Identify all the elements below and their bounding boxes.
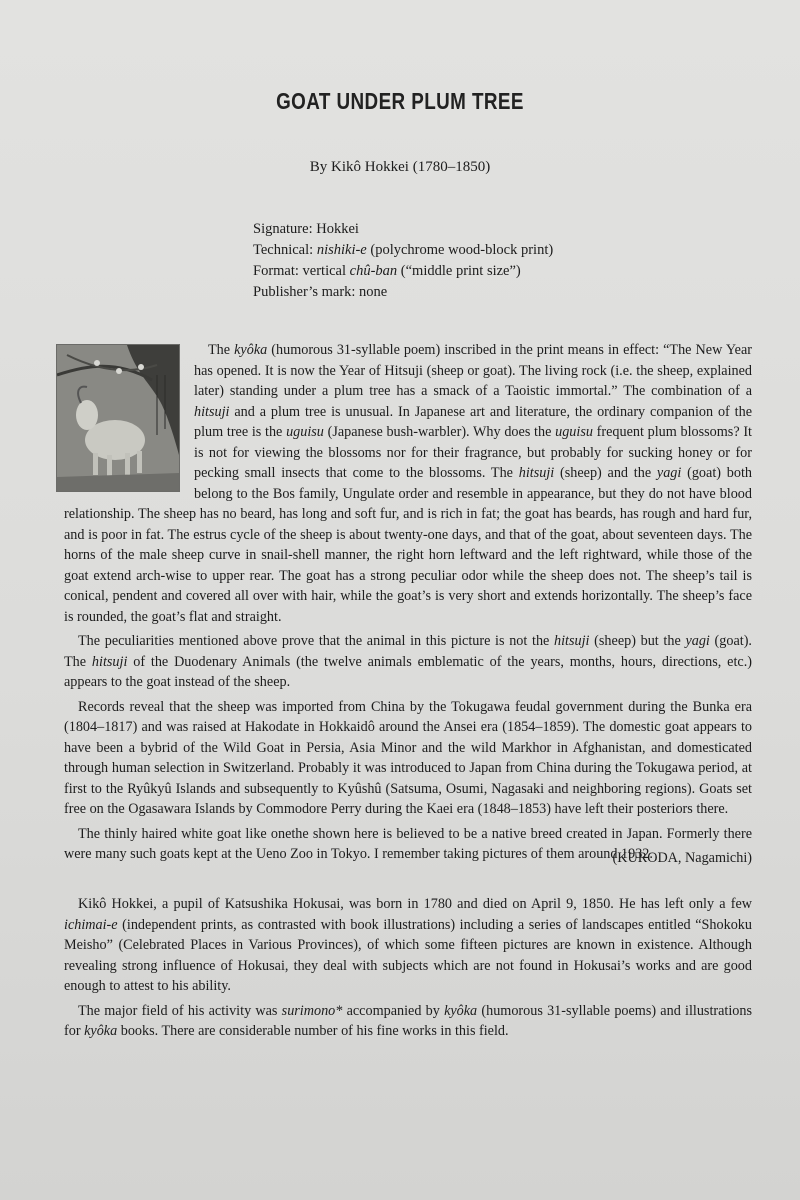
article-body (64, 340, 752, 1046)
byline: By Kikô Hokkei (1780–1850) (309, 159, 491, 175)
paragraph-2: The peculiarities mentioned above prove that the animal in this picture is not the hitsuji (sheep) but the yagi (goat). The hitsuji of the Duodenary Animals (the twelve animals emblematic of the years, months, hours, directions, etc.) appears to the goat instead of the sheep. (64, 633, 752, 690)
print-specifications (253, 219, 553, 303)
author-signature: (KURODA, Nagamichi) (612, 849, 752, 866)
spec-technical: Technical: nishiki-e (polychrome wood-block print) (253, 242, 554, 258)
paragraph-3: Records reveal that the sheep was imported from China by the Tokugawa feudal government during the Bunka era (1804–1817) and was raised at Hakodate in Hokkaidô around the Ansei era (1854–1859). The domestic goat appears to have been a bybrid of the Wild Goat in Persia, Asia Minor and the wild Markhor in Afghanistan, and domesticated through human selection in Switzerland. Probably it was introduced to Japan from China during the Tokugawa period, at first to the Ryûkyû Islands and subsequently to Kyûshû (Satsuma, Osumi, Nagasaki and neighboring regions). Goats set free on the Ogasawara Islands by Commodore Perry during the Kaei era (1848–1853) have left their posteriors there. (64, 698, 752, 817)
spec-format: Format: vertical chû-ban (“middle print size”) (253, 263, 521, 279)
paragraph-4: The thinly haired white goat like onethe shown here is believed to be a native breed created in Japan. Formerly there were many such goats kept at the Ueno Zoo in Tokyo. I remember taking pictures of them around 1932. (64, 825, 752, 862)
spec-signature: Signature: Hokkei (253, 221, 359, 237)
document-title: GOAT UNDER PLUM TREE (276, 88, 524, 114)
goat-print-image (57, 345, 179, 491)
goat-print-thumbnail (56, 344, 180, 492)
spec-publisher: Publisher’s mark: none (253, 284, 388, 300)
paragraph-1: The kyôka (humorous 31-syllable poem) inscribed in the print means in effect: “The New Year has opened. It is now the Year of Hitsuji (sheep or goat). The living rock (i.e. the sheep, explained later) standing under a plum tree has a smack of a Taoistic immortal.” The combination of a hitsuji and a plum tree is unusual. In Japanese art and literature, the ordinary companion of the plum tree is the uguisu (Japanese bush-warbler). Why does the uguisu frequent plum blossoms? It is not for viewing the blossoms nor for their fragrance, but probably for sucking honey or for pecking small insects that come to the blossoms. The hitsuji (sheep) and the yagi (goat) both belong to the Bos family, Ungulate order and resemble in appearance, but they do not have blood relationship. The sheep has no beard, has long and soft fur, and is rich in fat; the goat has beards, has rough and hard fur, and is poor in fat. The estrus cycle of the sheep is about twenty-one days, and that of the goat, about seventeen days. The horns of the male sheep curve in snail-shell manner, the right horn leftward and the left rightward, while those of the goat extend arch-wise to upper rear. The goat has a strong peculiar odor while the sheep does not. The sheep’s tail is conical, pendent and covered all over with hair, while the goat’s is very short and extends horizontally. The sheep’s face is rounded, the goat’s flat and straight. (64, 342, 752, 625)
paragraph-5: Kikô Hokkei, a pupil of Katsushika Hokusai, was born in 1780 and died on April 9, 1850. He has left only a few ichimai-e (independent prints, as contrasted with book illustrations) including a series of landscapes entitled “Shokoku Meisho” (Celebrated Places in Various Provinces), of which some fifteen pictures are known in existence. Although revealing strong influence of Hokusai, they deal with subjects which are not found in Hokusai’s works and are good enough to attest to his ability. (64, 896, 752, 994)
paragraph-6: The major field of his activity was surimono* accompanied by kyôka (humorous 31-syllable poems) and illustrations for kyôka books. There are considerable number of his fine works in this field. (64, 1002, 753, 1039)
